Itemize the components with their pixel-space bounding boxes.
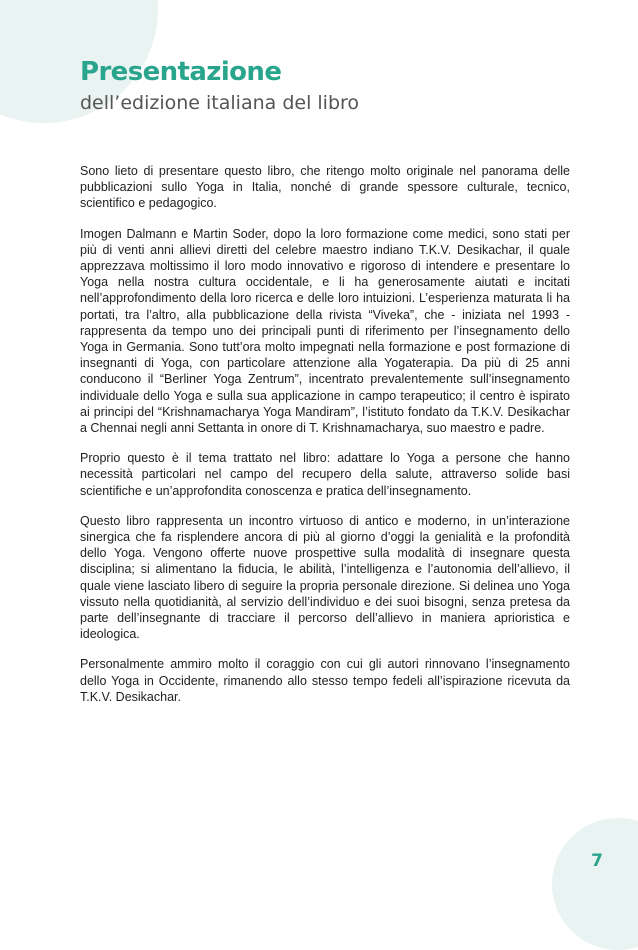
body-text xyxy=(80,163,570,719)
paragraph-4: Questo libro rappresenta un incontro virtuoso di antico e moderno, in un’interazione sinergica che fa risplendere ancora di più al giorno d’oggi la genialità e la profondità dello Yoga. Vengono offerte nuove prospettive sulla modalità di insegnare questa disciplina; si alimentano la fiducia, le abilità, l’intelligenza e l’autonomia dell’allievo, il quale viene lasciato libero di seguire la propria personale direzione. Si delinea uno Yoga vissuto nella quotidianità, al servizio dell’individuo e dei suoi bisogni, senza pretesa da parte dell’insegnante di tracciare il percorso dell’allievo in maniera aprioristica e ideologica. xyxy=(80,513,570,642)
paragraph-3: Proprio questo è il tema trattato nel libro: adattare lo Yoga a persone che hanno necessità particolari nel campo del recupero della salute, attraverso solide basi scientifiche e un’approfondita conoscenza e pratica dell’insegnamento. xyxy=(80,451,570,498)
paragraph-5: Personalmente ammiro molto il coraggio con cui gli autori rinnovano l’insegnamento dello Yoga in Occidente, rimanendo allo stesso tempo fedeli all’ispirazione ricevuta da T.K.V. Desikachar. xyxy=(80,657,570,704)
page-title: Presentazione xyxy=(80,57,282,87)
page-number: 7 xyxy=(591,851,603,871)
paragraph-2: Imogen Dalmann e Martin Soder, dopo la loro formazione come medici, sono stati per più di venti anni allievi diretti del celebre maestro indiano T.K.V. Desikachar, il quale apprezzava moltissimo il loro modo innovativo e rigoroso di intendere e presentare lo Yoga nella nostra cultura occidentale, e li ha generosamente aiutati e incitati nell’approfondimento della loro ricerca e delle loro intuizioni. L’esperienza maturata li ha portati, tra l’altro, alla pubblicazione della rivista “Viveka”, che - iniziata nel 1993 - rappresenta da tempo uno dei principali punti di riferimento per l’insegnamento dello Yoga in Germania. Sono tutt’ora molto impegnati nella formazione e post formazione di insegnanti di Yoga, con particolare attenzione alla Yogaterapia. Da più di 25 anni conducono il “Berliner Yoga Zentrum”, incentrato prevalentemente sull’insegnamento individuale dello Yoga e sulla sua applicazione in campo terapeutico; il centro è ispirato ai principi del “Krishnamacharya Yoga Mandiram”, l’istituto fondato da T.K.V. Desikachar a Chennai negli anni Settanta in onore di T. Krishnamacharya, suo maestro e padre. xyxy=(80,226,570,436)
paragraph-1: Sono lieto di presentare questo libro, che ritengo molto originale nel panorama delle pubblicazioni sullo Yoga in Italia, nonché di grande spessore culturale, tecnico, scientifico e pedagogico. xyxy=(80,164,570,211)
page-subtitle: dell’edizione italiana del libro xyxy=(80,92,360,114)
decorative-circle-bottom-right xyxy=(552,818,638,950)
